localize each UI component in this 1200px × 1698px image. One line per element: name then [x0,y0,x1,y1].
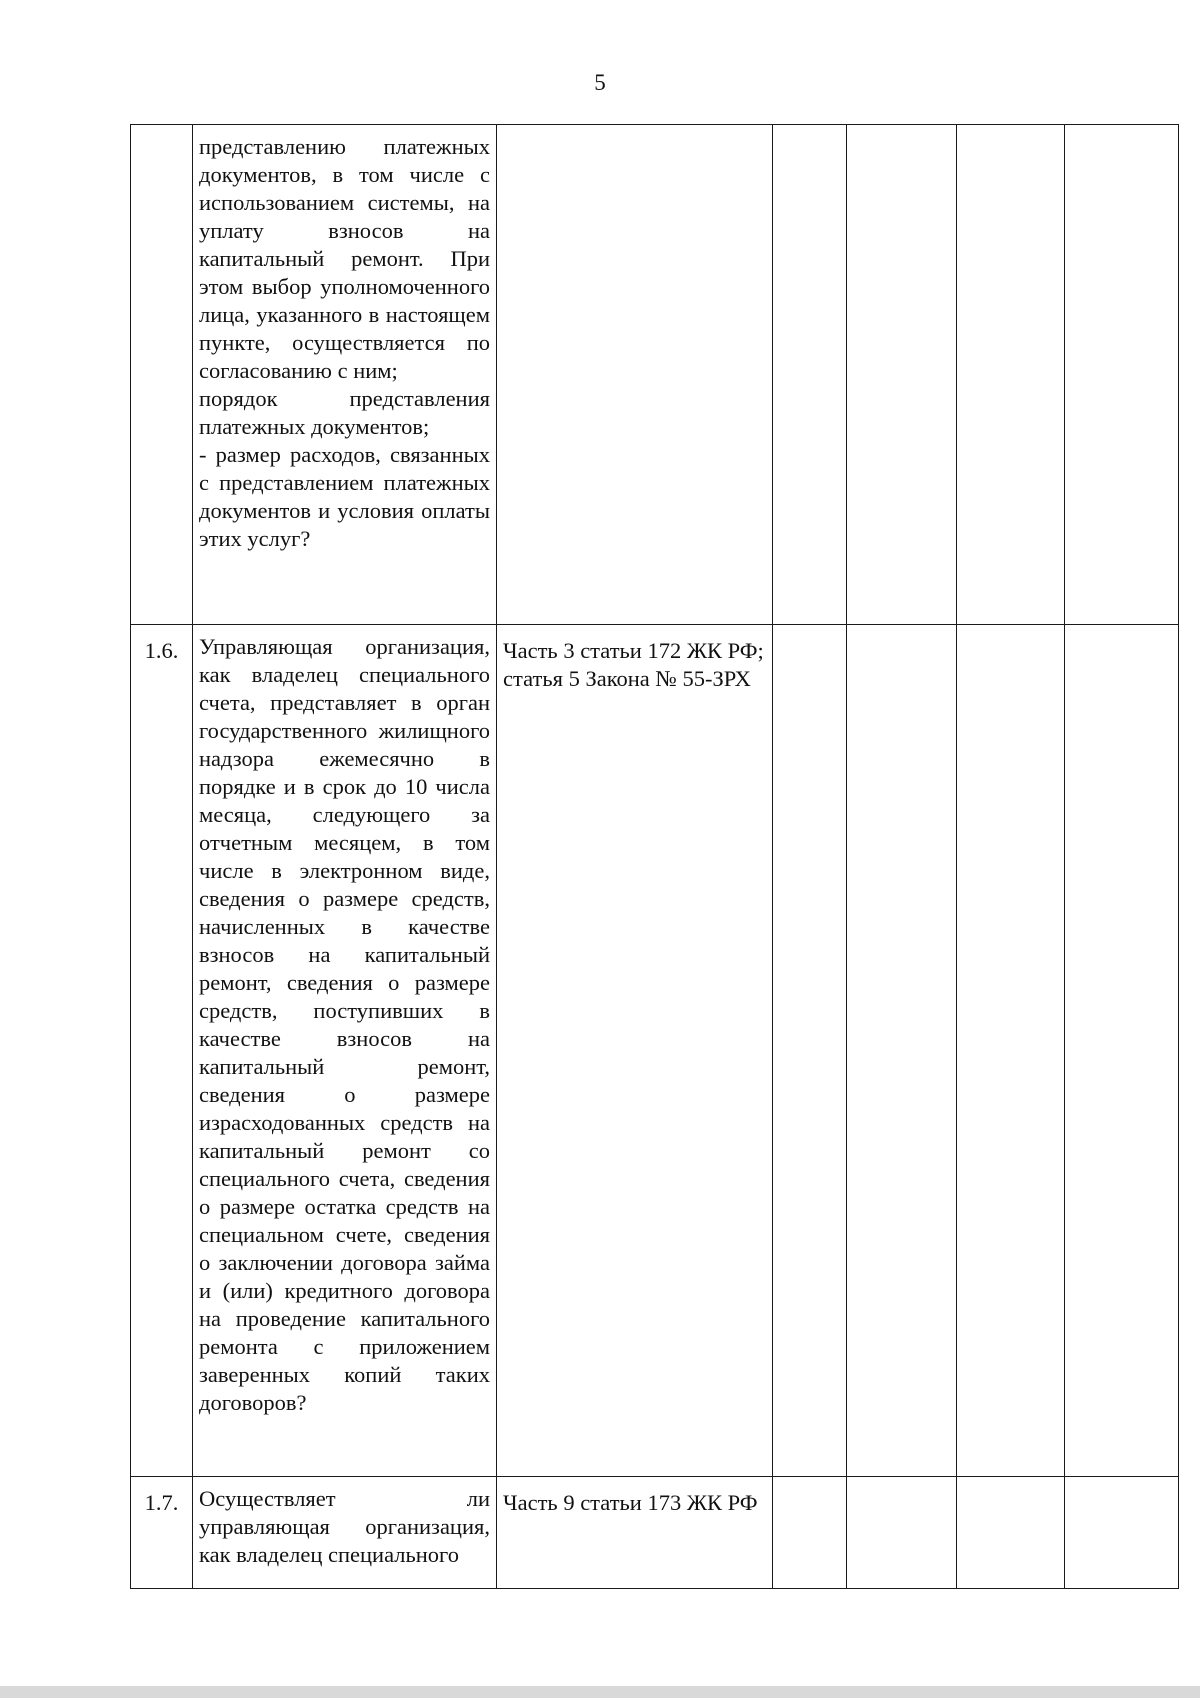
empty-cell [1065,125,1179,625]
legal-basis-cell [497,1477,773,1589]
row-number-cell: 1.7. [131,1477,193,1589]
empty-cell [847,1477,957,1589]
row-number-cell: 1.6. [131,625,193,1477]
table-row [131,125,1179,625]
empty-cell [1065,1477,1179,1589]
legal-basis-text: Часть 3 статьи 172 ЖК РФ; [503,638,764,663]
question-text: Управляющая организация, как владелец специального счета, представляет в орган государственного жилищного надзора ежемесячно в порядке и в срок до 10 числа месяца, следующего за отчетным месяцем, в том числе в электронном виде, сведения о размере средств, начисленных в качестве взносов на капитальный ремонт, сведения о размере средств, поступивших в качестве взносов на капитальный ремонт, сведения о размере израсходованных средств на капитальный ремонт со специального счета, сведения о размере остатка средств на специальном счете, сведения о заключении договора займа и (или) кредитного договора на проведение капитального ремонта с приложением заверенных копий таких договоров? [199,634,490,1415]
table-row [131,625,1179,1477]
legal-basis-text: статья 5 Закона № 55-ЗРХ [503,666,751,691]
checklist-table [130,124,1179,1589]
page-number: 5 [594,70,606,95]
empty-cell [957,1477,1065,1589]
table-row [131,1477,1179,1589]
question-cell [193,1477,497,1589]
question-text: - размер расходов, связанных с представлением платежных документов и условия оплаты этих услуг? [199,442,490,551]
question-cell [193,625,497,1477]
empty-cell [957,125,1065,625]
empty-cell [773,125,847,625]
empty-cell [1065,625,1179,1477]
empty-cell [847,625,957,1477]
empty-cell [773,625,847,1477]
legal-basis-cell [497,125,773,625]
legal-basis-text: Часть 9 статьи 173 ЖК РФ [503,1490,758,1515]
legal-basis-cell [497,625,773,1477]
question-text: представлению платежных документов, в том числе с использованием системы, на уплату взносов на капитальный ремонт. При этом выбор уполномоченного лица, указанного в настоящем пункте, осуществляется по согласованию с ним; [199,134,490,383]
empty-cell [847,125,957,625]
empty-cell [773,1477,847,1589]
question-text: Осуществляет ли управляющая организация, как владелец специального [199,1486,490,1567]
question-text: порядок представления платежных документов; [199,386,490,439]
empty-cell [957,625,1065,1477]
scan-edge [0,1686,1200,1698]
question-cell [193,125,497,625]
row-number-cell [131,125,193,625]
